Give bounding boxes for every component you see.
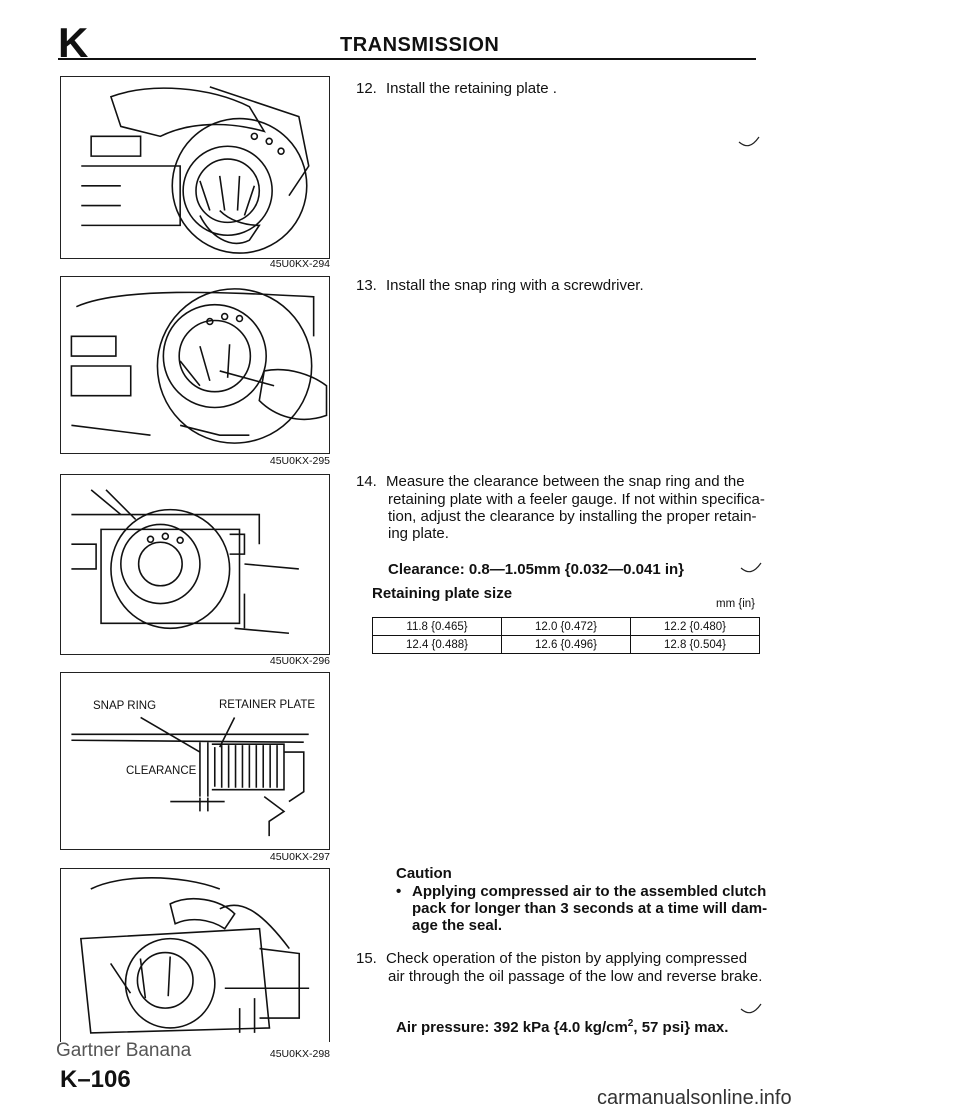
figure-code: 45U0KX-297 xyxy=(269,851,330,863)
retaining-plate-size-table xyxy=(372,617,760,654)
figure-code: 45U0KX-295 xyxy=(269,455,330,467)
label-snap-ring: SNAP RING xyxy=(93,700,157,712)
step-text-line: Check operation of the piston by applying compressed xyxy=(386,950,748,967)
step-text: Install the snap ring with a screwdriver. xyxy=(386,277,644,294)
step-12 xyxy=(356,80,776,98)
caution-line: age the seal. xyxy=(412,917,503,934)
page-title: TRANSMISSION xyxy=(340,34,500,56)
step-text-line: air through the oil passage of the low and reverse brake. xyxy=(388,968,763,985)
figure-code: 45U0KX-296 xyxy=(269,655,330,667)
step-number: 12. xyxy=(356,80,377,97)
site-watermark: carmanualsonline.info xyxy=(597,1087,792,1109)
figure-air-check xyxy=(60,868,330,1042)
figure-clearance-diagram xyxy=(60,672,330,850)
step-14 xyxy=(356,473,776,491)
illustration-feeler-gauge xyxy=(61,475,329,654)
illustration-screwdriver-snap-ring xyxy=(61,277,329,453)
section-letter: K xyxy=(58,19,89,66)
margin-mark xyxy=(740,1003,762,1017)
table-cell: 12.6 {0.496} xyxy=(502,636,631,654)
table-unit: mm {in} xyxy=(716,598,755,610)
illustration-compressed-air-nozzle xyxy=(61,869,329,1042)
page-number: K–106 xyxy=(60,1066,131,1093)
step-text-line: tion, adjust the clearance by installing the proper retain- xyxy=(388,508,757,525)
step-15-body xyxy=(388,968,768,985)
figure-retaining-plate-install xyxy=(60,76,330,259)
table-row xyxy=(373,636,760,654)
table-row xyxy=(373,618,760,636)
step-14-body xyxy=(388,491,768,542)
step-text-line: Measure the clearance between the snap ring and the xyxy=(386,473,745,490)
table-cell: 12.0 {0.472} xyxy=(502,618,631,636)
caution-line: pack for longer than 3 seconds at a time will dam- xyxy=(412,900,768,917)
figure-code: 45U0KX-298 xyxy=(269,1048,330,1060)
air-pressure-text: Air pressure: 392 kPa {4.0 kg/cm xyxy=(396,1019,628,1036)
superscript: 2 xyxy=(627,1018,634,1029)
step-text: Install the retaining plate . xyxy=(386,80,557,97)
step-text-line: ing plate. xyxy=(388,525,449,542)
table-cell: 12.2 {0.480} xyxy=(631,618,760,636)
bullet: • xyxy=(396,883,402,900)
margin-mark xyxy=(740,562,762,576)
caution-item xyxy=(396,883,776,934)
illustration-hand-installing-plate xyxy=(61,77,329,258)
figure-clearance-measure xyxy=(60,474,330,655)
air-pressure-text: , 57 psi} max. xyxy=(633,1019,729,1036)
air-pressure-spec xyxy=(396,1018,728,1036)
caution-line: Applying compressed air to the assembled clutch xyxy=(412,883,767,900)
figure-snap-ring-install xyxy=(60,276,330,454)
step-number: 14. xyxy=(356,473,377,490)
step-15 xyxy=(356,950,776,968)
header-divider xyxy=(58,58,756,60)
caution-title: Caution xyxy=(396,865,452,882)
footer-watermark-left: Gartner Banana xyxy=(56,1040,192,1061)
table-cell: 12.8 {0.504} xyxy=(631,636,760,654)
label-clearance: CLEARANCE xyxy=(126,765,197,777)
figure-code: 45U0KX-294 xyxy=(269,258,330,270)
step-13 xyxy=(356,277,776,295)
step-number: 13. xyxy=(356,277,377,294)
step-text-line: retaining plate with a feeler gauge. If not within specifica- xyxy=(388,491,765,508)
label-retainer-plate: RETAINER PLATE xyxy=(219,699,316,711)
clearance-spec: Clearance: 0.8—1.05mm {0.032—0.041 in} xyxy=(388,561,685,578)
table-cell: 11.8 {0.465} xyxy=(373,618,502,636)
table-cell: 12.4 {0.488} xyxy=(373,636,502,654)
table-title: Retaining plate size xyxy=(372,585,513,602)
step-number: 15. xyxy=(356,950,377,967)
margin-mark xyxy=(738,136,760,150)
